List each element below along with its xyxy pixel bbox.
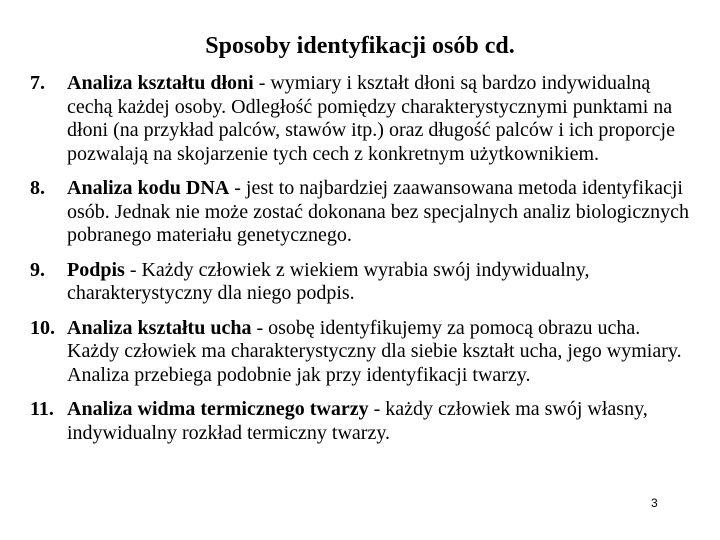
item-number: 11. xyxy=(30,398,54,420)
item-term: Podpis xyxy=(67,258,125,281)
item-description: - Każdy człowiek z wiekiem wyrabia swój indywidualny, charakterystyczny dla niego podpis. xyxy=(67,258,590,304)
item-description: - jest to najbardziej zaawansowana metoda identyfikacji osób. Jednak nie może zostać dokonana bez specjalnych analiz biologicznych pobranego materiału genetycznego. xyxy=(67,177,689,246)
page-number: 3 xyxy=(651,496,658,510)
item-number: 9. xyxy=(30,258,45,281)
list-item-dna-analysis xyxy=(30,177,690,248)
item-term: Analiza widma termicznego twarzy xyxy=(67,398,369,420)
list-item-thermal-face xyxy=(30,398,690,445)
list-item-hand-geometry xyxy=(30,72,690,166)
item-term: Analiza kodu DNA xyxy=(67,177,230,199)
identification-methods-list xyxy=(30,72,690,456)
list-item-ear-shape xyxy=(30,317,690,388)
item-term: Analiza kształtu ucha xyxy=(67,316,252,339)
item-description: - wymiary i kształt dłoni są bardzo indywidualną cechą każdej osoby. Odległość pomiędzy charakterystycznymi punktami na dłoni (na przykład palców, stawów itp.) oraz długość palców i ich proporcje pozwalają na skojarzenie tych cech z konkretnym użytkownikiem. xyxy=(67,72,675,165)
item-term: Analiza kształtu dłoni xyxy=(67,72,254,94)
item-number: 7. xyxy=(30,72,45,94)
item-description: - każdy człowiek ma swój własny, indywidualny rozkład termiczny twarzy. xyxy=(67,398,648,444)
item-number: 10. xyxy=(30,316,55,339)
item-number: 8. xyxy=(30,177,45,199)
slide-title: Sposoby identyfikacji osób cd. xyxy=(205,33,515,59)
item-description: - osobę identyfikujemy za pomocą obrazu ucha. Każdy człowiek ma charakterystyczny dla siebie kształt ucha, jego wymiary. Analiza przebiega podobnie jak przy identyfikacji twarzy. xyxy=(67,316,682,386)
list-item-signature xyxy=(30,259,690,306)
